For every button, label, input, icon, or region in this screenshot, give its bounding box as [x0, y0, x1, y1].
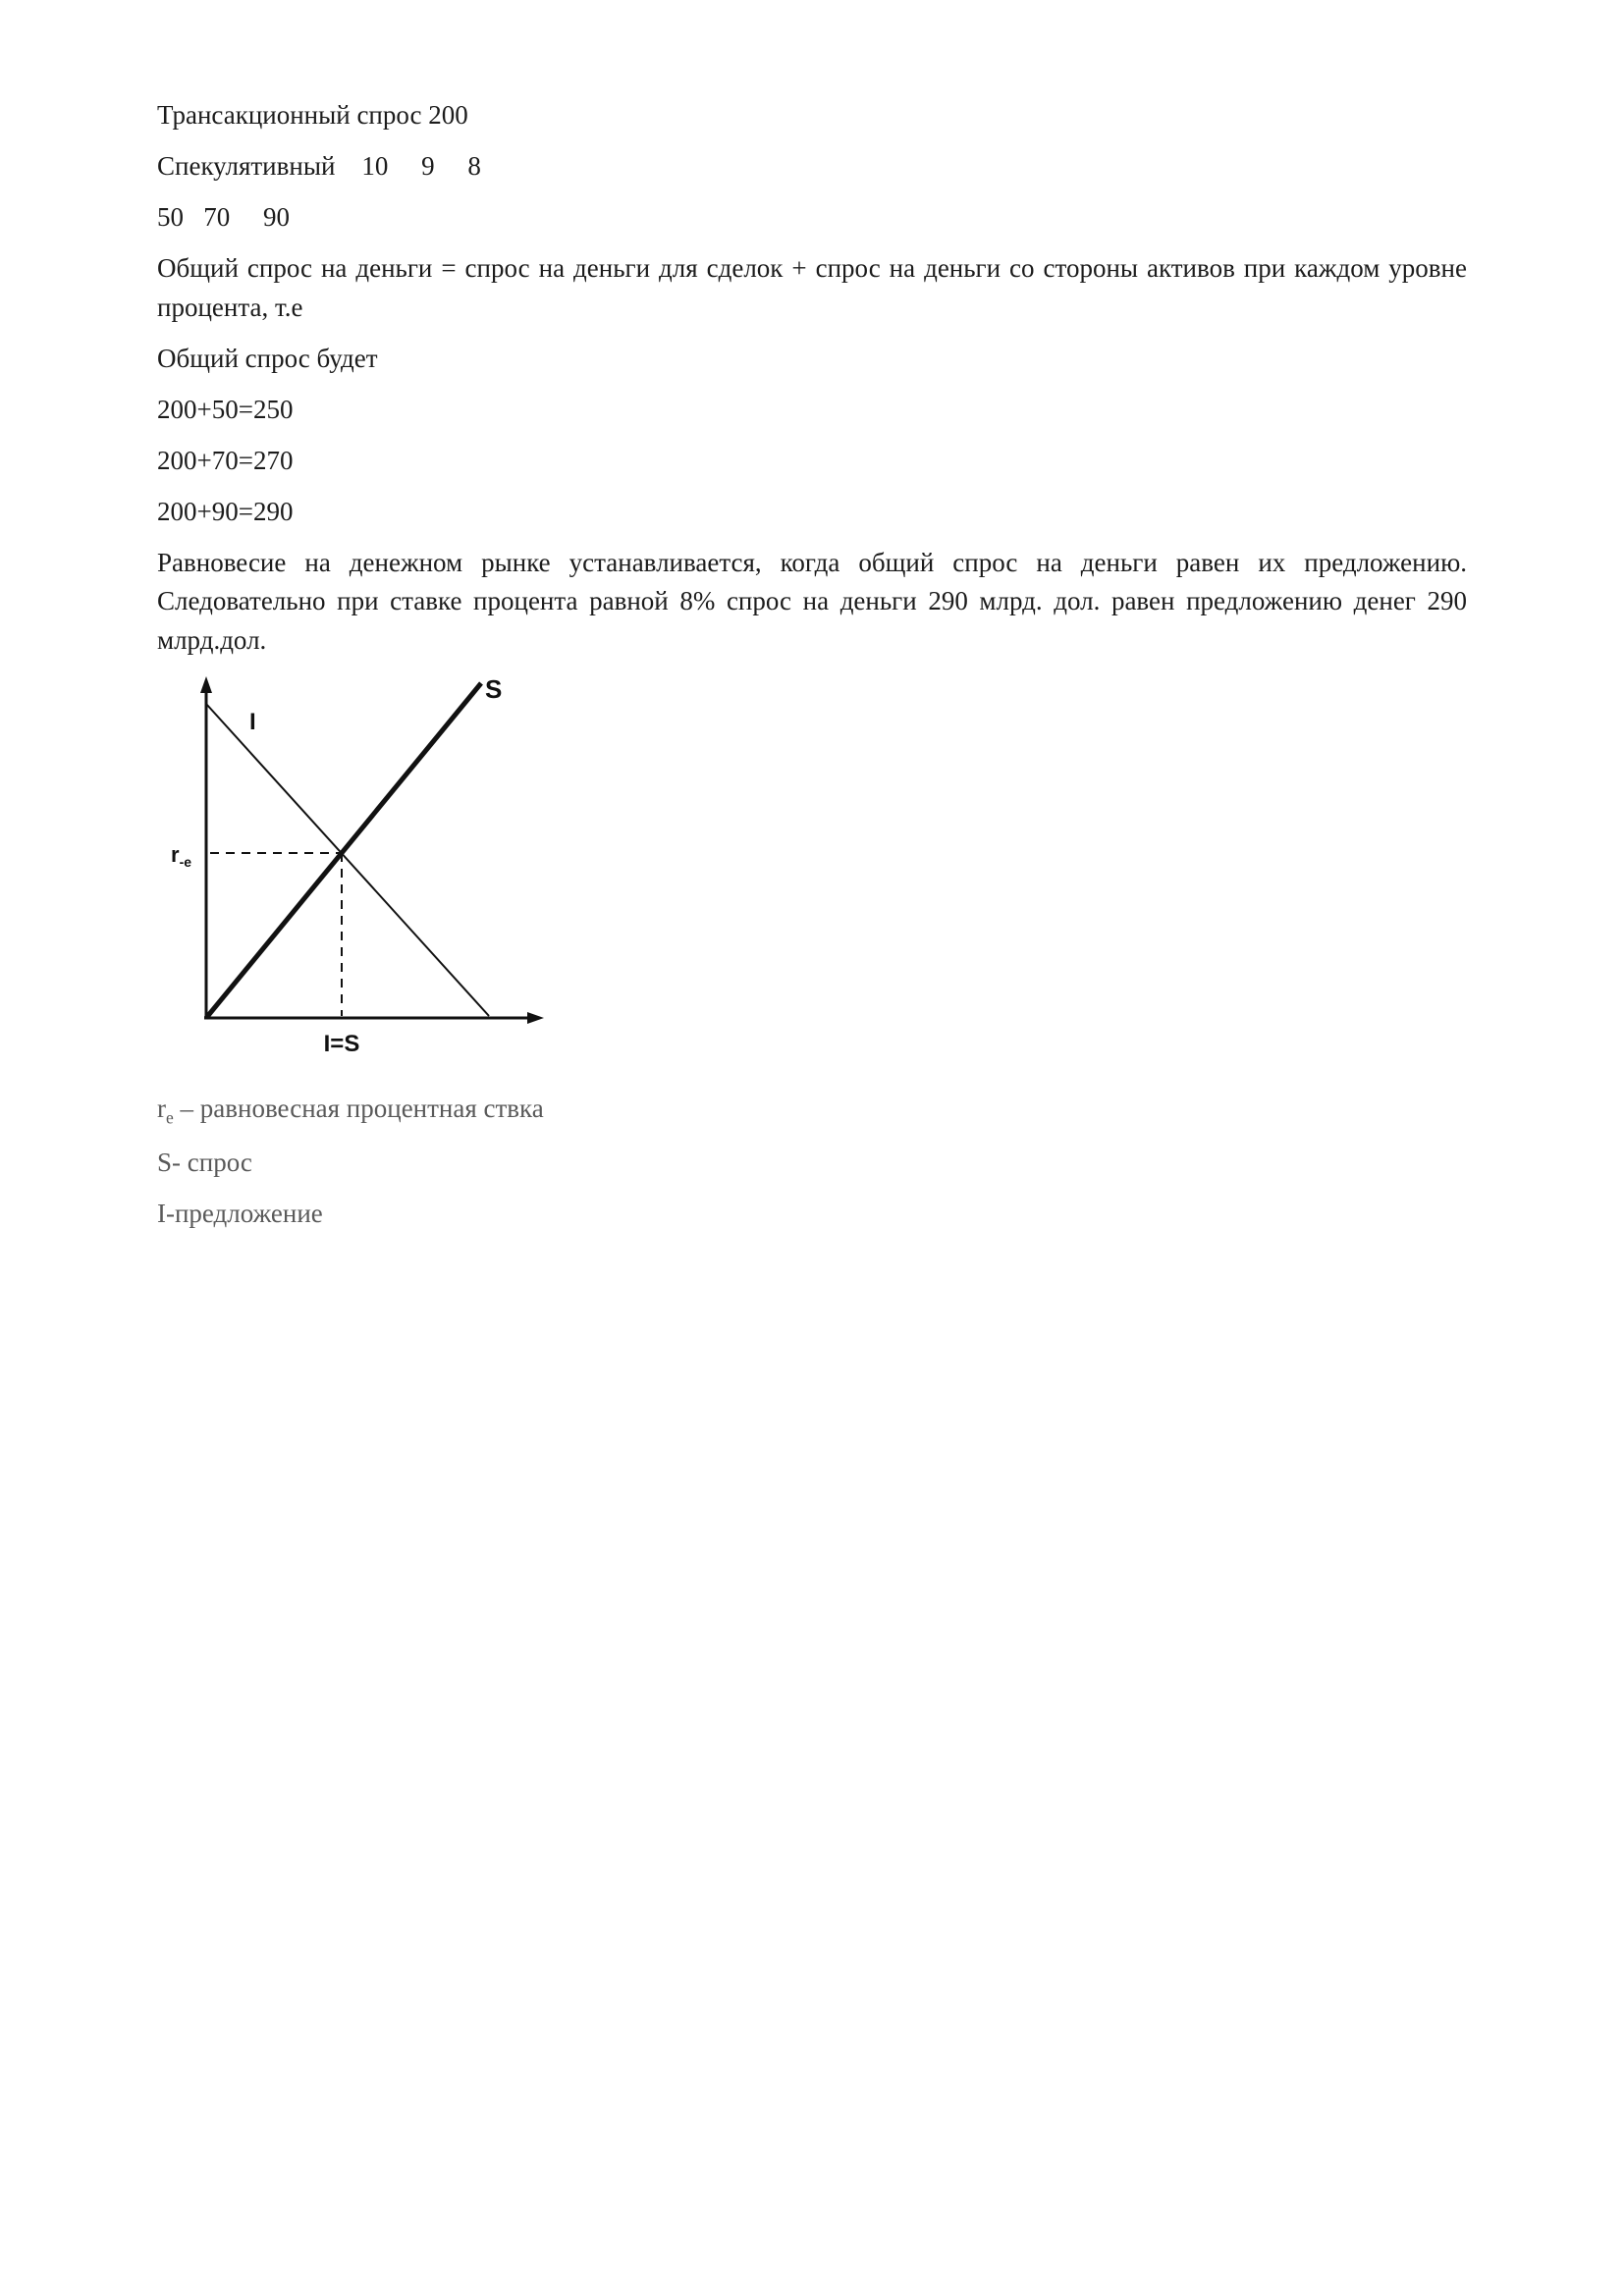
paragraph-total-demand-definition: Общий спрос на деньги = спрос на деньги для сделок + спрос на деньги со стороны активов при каждом уровне процента, т.е	[157, 253, 1467, 322]
legend-supply: S- спрос	[157, 1147, 252, 1177]
y-axis-arrow-icon	[200, 676, 212, 693]
line-transaction-demand: Трансакционный спрос 200	[157, 100, 468, 130]
paragraph-equilibrium: Равновесие на денежном рынке устанавливается, когда общий спрос на деньги равен их предложению. Следовательно при ставке процента равной 8% спрос на деньги 290 млрд. дол. равен предложению денег 290 млрд.дол.	[157, 548, 1467, 655]
legend-r-sub: e	[166, 1107, 174, 1128]
supply-line-label: S	[485, 673, 503, 704]
equilibrium-point-label: I=S	[323, 1030, 360, 1057]
legend-equilibrium-rate	[157, 1090, 1467, 1131]
equilibrium-chart-svg	[157, 672, 569, 1065]
supply-line	[206, 683, 481, 1018]
demand-line-label: I	[249, 708, 256, 735]
line-total-demand-will-be: Общий спрос будет	[157, 343, 378, 373]
legend-r-rest: – равновесная процентная ствка	[173, 1093, 544, 1123]
line-speculative-values: 50 70 90	[157, 202, 290, 233]
legend-r-main: r	[157, 1093, 166, 1123]
x-axis-arrow-icon	[527, 1012, 544, 1024]
equilibrium-rate-label: $r_{-e}$	[171, 841, 192, 870]
legend-demand: I-предложение	[157, 1198, 323, 1228]
calc-line-3: 200+90=290	[157, 497, 294, 527]
calc-line-2: 200+70=270	[157, 445, 294, 475]
calc-line-1: 200+50=250	[157, 394, 294, 424]
line-speculative-demand: Спекулятивный 10 9 8	[157, 151, 481, 182]
equilibrium-chart	[157, 672, 1467, 1072]
